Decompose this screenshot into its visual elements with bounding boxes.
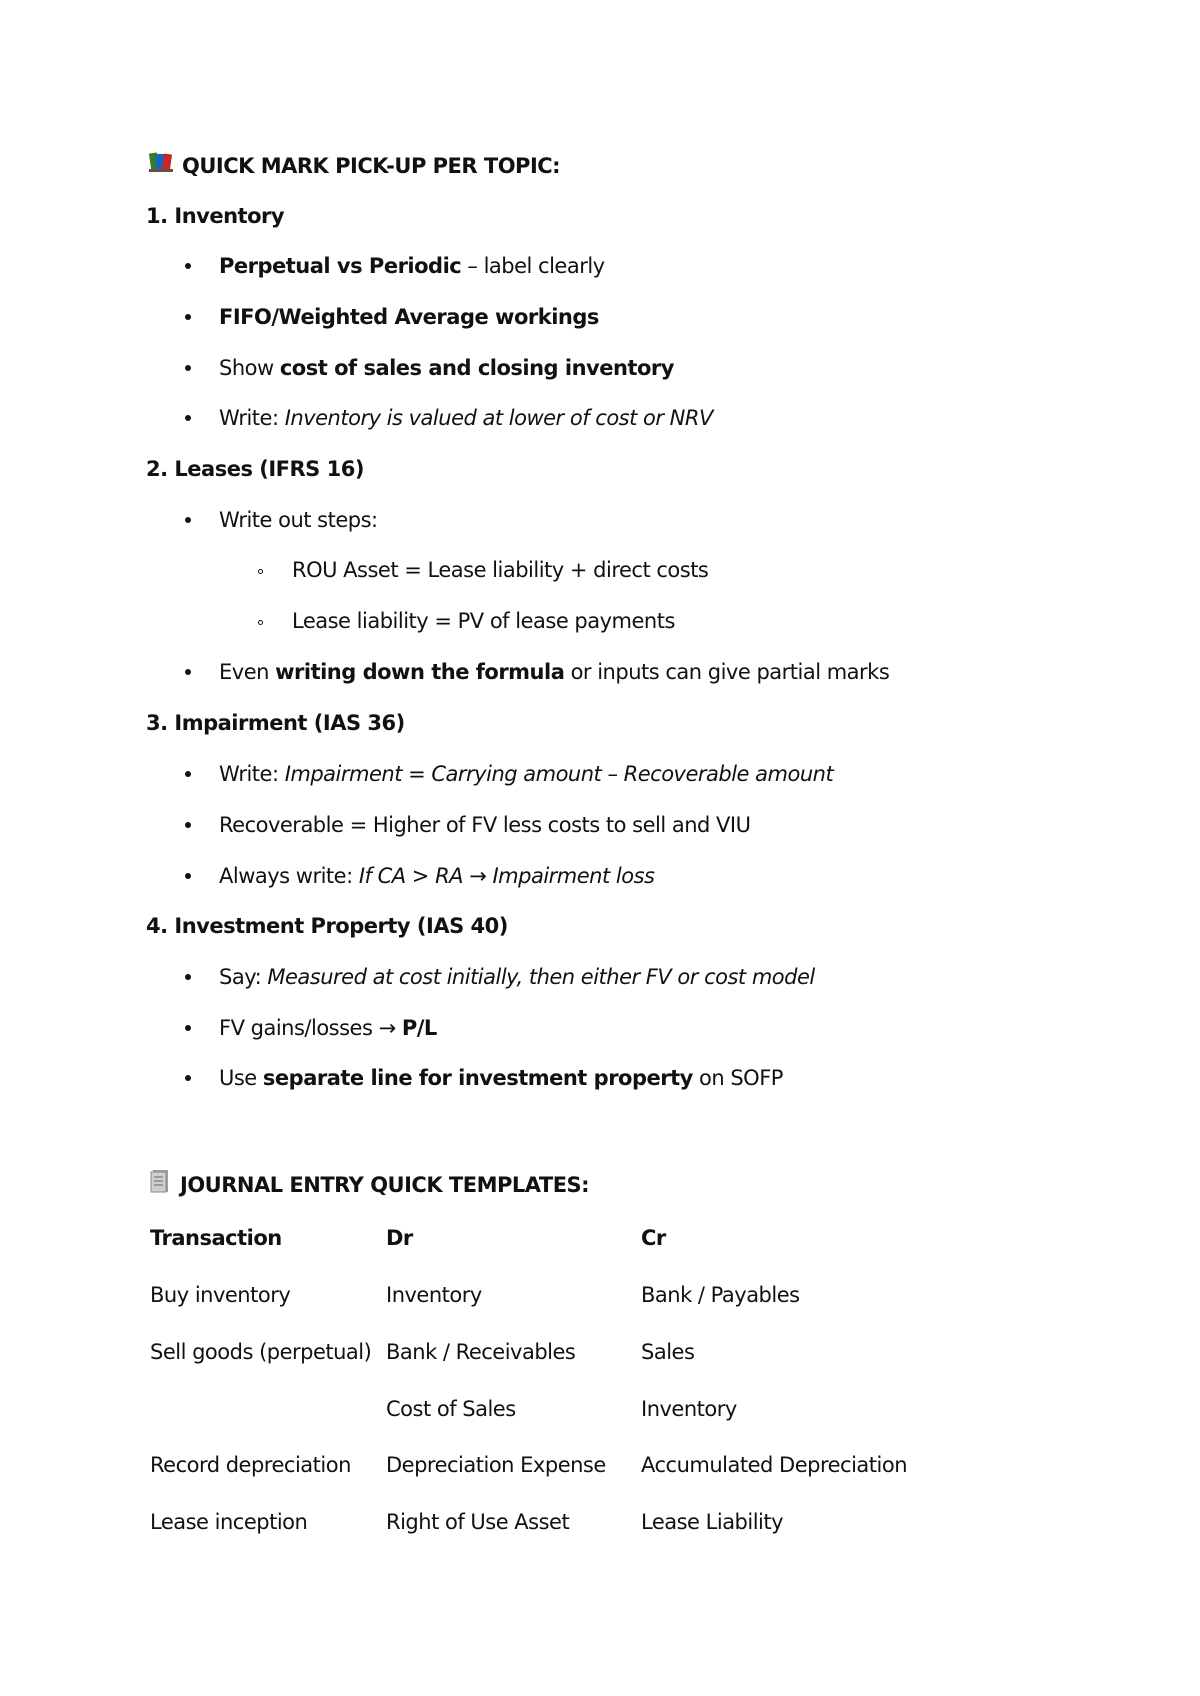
table-header-dr: Dr	[386, 1226, 413, 1250]
table-cell: Sell goods (perpetual)	[150, 1340, 372, 1364]
bullet-italic-text: Measured at cost initially, then either FV or cost model	[267, 965, 815, 989]
section-heading-journal	[148, 1170, 589, 1202]
bullet-italic-text: If CA > RA → Impairment loss	[358, 864, 655, 888]
bullet-bold-text: Perpetual vs Periodic	[219, 254, 462, 278]
bullet-text: FV gains/losses →	[219, 1016, 402, 1040]
bullet-text: Write out steps:	[219, 508, 378, 532]
list-item	[219, 405, 713, 431]
list-item	[219, 863, 654, 889]
bullet-text: Always write:	[219, 864, 359, 888]
table-cell: Depreciation Expense	[386, 1453, 606, 1477]
table-header-transaction: Transaction	[150, 1226, 282, 1250]
bullet-text: Show	[219, 356, 280, 380]
bullet-text: Even	[219, 660, 276, 684]
bullet-text: or inputs can give partial marks	[564, 660, 890, 684]
list-item	[219, 1015, 437, 1041]
document-icon	[148, 1168, 172, 1200]
topic-heading: 2. Leases (IFRS 16)	[146, 457, 364, 481]
bullet-text: Lease liability = PV of lease payments	[292, 609, 675, 633]
sub-list-item	[292, 557, 708, 583]
bullet-text: – label clearly	[461, 254, 605, 278]
bullet-italic-text: Inventory is valued at lower of cost or NRV	[284, 406, 713, 430]
table-cell: Sales	[641, 1340, 695, 1364]
table-cell: Cost of Sales	[386, 1397, 516, 1421]
section-title: JOURNAL ENTRY QUICK TEMPLATES:	[180, 1173, 590, 1197]
list-item	[219, 253, 605, 279]
list-item	[219, 1065, 783, 1091]
bullet-text: on SOFP	[692, 1066, 783, 1090]
table-cell: Lease inception	[150, 1510, 308, 1534]
topic-heading: 4. Investment Property (IAS 40)	[146, 914, 508, 938]
table-cell: Right of Use Asset	[386, 1510, 570, 1534]
topic-heading: 3. Impairment (IAS 36)	[146, 711, 405, 735]
bullet-text: ROU Asset = Lease liability + direct costs	[292, 558, 709, 582]
list-item	[219, 304, 599, 330]
list-item	[219, 964, 815, 990]
table-cell: Inventory	[641, 1397, 737, 1421]
table-cell: Bank / Payables	[641, 1283, 800, 1307]
bullet-text: Write:	[219, 406, 285, 430]
list-item	[219, 761, 833, 787]
table-cell: Record depreciation	[150, 1453, 351, 1477]
table-cell: Lease Liability	[641, 1510, 784, 1534]
section-heading-quick-mark	[148, 152, 560, 182]
list-item	[219, 507, 378, 533]
table-cell: Inventory	[386, 1283, 482, 1307]
bullet-text: Recoverable = Higher of FV less costs to sell and VIU	[219, 813, 751, 837]
table-header-cr: Cr	[641, 1226, 666, 1250]
bullet-text: Use	[219, 1066, 263, 1090]
table-cell: Bank / Receivables	[386, 1340, 576, 1364]
section-title: QUICK MARK PICK-UP PER TOPIC:	[182, 154, 561, 178]
table-cell: Accumulated Depreciation	[641, 1453, 908, 1477]
bullet-text: Write:	[219, 762, 285, 786]
books-icon	[148, 150, 174, 180]
bullet-bold-text: P/L	[401, 1016, 437, 1040]
sub-list-item	[292, 608, 675, 634]
list-item	[219, 659, 889, 685]
topic-heading: 1. Inventory	[146, 204, 285, 228]
bullet-bold-text: separate line for investment property	[262, 1066, 693, 1090]
list-item	[219, 355, 674, 381]
list-item	[219, 812, 750, 838]
bullet-italic-text: Impairment = Carrying amount – Recoverable amount	[284, 762, 834, 786]
bullet-bold-text: FIFO/Weighted Average workings	[219, 305, 599, 329]
bullet-text: Say:	[219, 965, 268, 989]
table-cell: Buy inventory	[150, 1283, 291, 1307]
bullet-bold-text: cost of sales and closing inventory	[279, 356, 674, 380]
bullet-bold-text: writing down the formula	[275, 660, 565, 684]
